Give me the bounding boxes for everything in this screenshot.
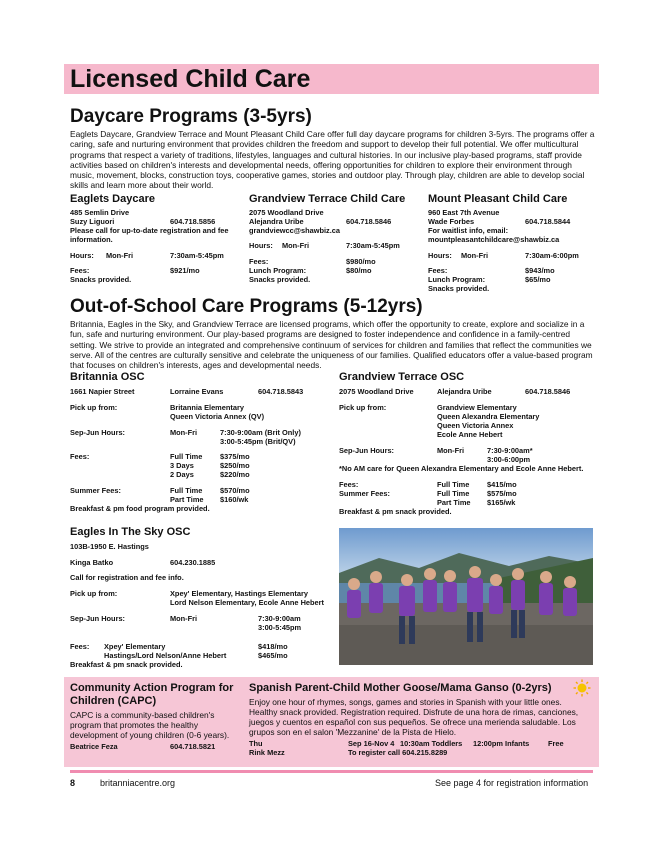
- capc-phone: 604.718.5821: [170, 742, 216, 751]
- grandview-cc-fees-label: Fees:: [249, 257, 269, 266]
- mountpleasant-fees: $943/mo: [525, 266, 555, 275]
- grandview-cc-lunch-label: Lunch Program:: [249, 266, 307, 275]
- grandview-osc-summer-value: $575/mo: [487, 489, 517, 498]
- grandview-osc-pickup2: Queen Alexandra Elementary: [437, 412, 540, 421]
- eaglets-address: 485 Semlin Drive: [70, 208, 130, 217]
- britannia-fee-label: 3 Days: [170, 461, 194, 470]
- eagles-fee2-name: Hastings/Lord Nelson/Anne Hebert: [104, 651, 227, 660]
- grandview-osc-hours1: 7:30-9:00am*: [487, 446, 533, 455]
- footer-rule: [70, 770, 593, 773]
- sun-icon: [573, 679, 591, 697]
- grandview-osc-breakfast: Breakfast & pm snack provided.: [339, 507, 452, 516]
- mountpleasant-phone: 604.718.5844: [525, 217, 571, 226]
- grandview-cc-address: 2075 Woodland Drive: [249, 208, 324, 217]
- eagles-pickup2: Lord Nelson Elementary, Ecole Anne Hebert: [170, 598, 325, 607]
- spanish-dates: Sep 16-Nov 4: [348, 739, 395, 748]
- britannia-hours-label: Sep-Jun Hours:: [70, 428, 126, 437]
- daycare-intro: Eaglets Daycare, Grandview Terrace and Mount Pleasant Child Care offer full day daycare programs for children 3-5yrs. The programs offer a caring, safe and nurturing environment that provides children the freedom and support to develop their full potential. We offer multicultural programs that respect a variety of traditions, lifestyles, languages and cultural histories. In our inclusive play-based programs, staff provide activities based on children's interests and developmental needs, offering opportunities for children to explore their environment through music, movement, blocks, construction toys, cooperative games, stories and outdoor play. Through play, children are able to develop social skills and learn more about their world.: [70, 129, 595, 191]
- spanish-register: To register call 604.215.8289: [348, 748, 448, 757]
- eagles-breakfast: Breakfast & pm snack provided.: [70, 660, 183, 669]
- grandview-osc-pickup3: Queen Victoria Annex: [437, 421, 514, 430]
- eagles-fee2: $465/mo: [258, 651, 288, 660]
- eaglets-phone: 604.718.5856: [170, 217, 216, 226]
- eagles-hours-days: Mon-Fri: [170, 614, 198, 623]
- eagles-fee1: $418/mo: [258, 642, 288, 651]
- eagles-hours1: 7:30-9:00am: [258, 614, 301, 623]
- grandview-osc-contact: Alejandra Uribe: [437, 387, 492, 396]
- page-banner: [64, 64, 599, 94]
- britannia-fees-label: Fees:: [70, 452, 90, 461]
- eagles-call: Call for registration and fee info.: [70, 573, 184, 582]
- grandview-cc-email[interactable]: grandviewcc@shawbiz.ca: [249, 226, 341, 235]
- spanish-text: Enjoy one hour of rhymes, songs, games and stories in Spanish with your little ones. Healthy snack provided. Registration required. Disfrute de una hora de rimas, canciones, juegos y cuentos en español con sus pequeños. Se ofrece una merienda saludable. Los grupos son en el salon 'Mezzanine' de la Pista de Hielo.: [249, 697, 579, 737]
- eagles-hours-label: Sep-Jun Hours:: [70, 614, 126, 623]
- eagles-contact: Kinga Batko: [70, 558, 114, 567]
- spanish-title: Spanish Parent-Child Mother Goose/Mama Ganso (0-2yrs): [249, 682, 552, 694]
- page-title: Licensed Child Care: [70, 65, 311, 93]
- grandview-osc-title: Grandview Terrace OSC: [339, 371, 465, 383]
- mountpleasant-waitlist: For waitlist info, email:: [428, 226, 509, 235]
- spanish-cost: Free: [548, 739, 564, 748]
- britannia-pickup1: Britannia Elementary: [170, 403, 244, 412]
- grandview-cc-hours-time: 7:30am-5:45pm: [346, 241, 400, 250]
- britannia-fee-value: $375/mo: [220, 452, 250, 461]
- grandview-osc-summer-label: Part Time: [437, 498, 471, 507]
- footer-note: See page 4 for registration information: [435, 778, 589, 788]
- grandview-osc-pickup4: Ecole Anne Hebert: [437, 430, 503, 439]
- site-link[interactable]: britanniacentre.org: [100, 778, 176, 788]
- britannia-hours1: 7:30-9:00am (Brit Only): [220, 428, 301, 437]
- britannia-fee-label: 2 Days: [170, 470, 194, 479]
- spanish-time2: 12:00pm Infants: [473, 739, 530, 748]
- britannia-summer-value: $570/mo: [220, 486, 250, 495]
- eaglets-note: Please call for up-to-date registration and fee information.: [70, 226, 229, 245]
- britannia-pickup2: Queen Victoria Annex (QV): [170, 412, 265, 421]
- osc-intro: Britannia, Eagles in the Sky, and Grandview Terrace are licensed programs, which offer the opportunity to create, explore and socialize in a fun, safe and nurturing environment. Our play-based programs are designed to foster independence and confidence in a family-centred setting. We strive to provide an integrated and comprehensive continuum of services for children and families that reflect the communities we serve. All of the centres are culturally sensitive and celebrate the uniqueness of our families. Qualified educators offer a value-based program that focuses on children's interests, ages and developmental needs.: [70, 319, 593, 371]
- grandview-osc-summer-label: Full Time: [437, 489, 470, 498]
- britannia-contact: Lorraine Evans: [170, 387, 224, 396]
- mountpleasant-lunch: $65/mo: [525, 275, 551, 284]
- spanish-day: Thu: [249, 739, 263, 748]
- eaglets-fees-label: Fees:: [70, 266, 90, 275]
- eagles-pickup-label: Pick up from:: [70, 589, 118, 598]
- britannia-summer-label: Summer Fees:: [70, 486, 121, 495]
- mountpleasant-lunch-label: Lunch Program:: [428, 275, 486, 284]
- britannia-pickup-label: Pick up from:: [70, 403, 118, 412]
- grandview-cc-snacks: Snacks provided.: [249, 275, 311, 284]
- britannia-fee-value: $250/mo: [220, 461, 250, 470]
- britannia-breakfast: Breakfast & pm food program provided.: [70, 504, 210, 513]
- britannia-summer-label: Full Time: [170, 486, 203, 495]
- grandview-osc-pickup-label: Pick up from:: [339, 403, 387, 412]
- eagles-fee1-name: Xpey' Elementary: [104, 642, 166, 651]
- britannia-hours2: 3:00-5:45pm (Brit/QV): [220, 437, 296, 446]
- grandview-osc-fee-value: $415/mo: [487, 480, 517, 489]
- grandview-osc-pickup1: Grandview Elementary: [437, 403, 517, 412]
- eagles-fees-label: Fees:: [70, 642, 90, 651]
- grandview-osc-summer-label: Summer Fees:: [339, 489, 390, 498]
- grandview-osc-summer-value: $165/wk: [487, 498, 516, 507]
- eagles-address: 103B-1950 E. Hastings: [70, 542, 149, 551]
- grandview-cc-hours-days: Mon-Fri: [282, 241, 310, 250]
- eaglets-fees: $921/mo: [170, 266, 200, 275]
- osc-title: Out-of-School Care Programs (5-12yrs): [70, 296, 423, 317]
- grandview-cc-phone: 604.718.5846: [346, 217, 392, 226]
- capc-text: CAPC is a community-based children's program that promotes the healthy development of young children (0-6 years).: [70, 710, 230, 740]
- eaglets-hours-time: 7:30am-5:45pm: [170, 251, 224, 260]
- britannia-phone: 604.718.5843: [258, 387, 304, 396]
- britannia-hours-days: Mon-Fri: [170, 428, 198, 437]
- grandview-osc-address: 2075 Woodland Drive: [339, 387, 414, 396]
- grandview-osc-hours2: 3:00-6:00pm: [487, 455, 531, 464]
- grandview-cc-lunch: $80/mo: [346, 266, 372, 275]
- grandview-cc-contact: Alejandra Uribe: [249, 217, 304, 226]
- daycare-title: Daycare Programs (3-5yrs): [70, 106, 312, 127]
- spanish-room: Rink Mezz: [249, 748, 285, 757]
- britannia-osc-title: Britannia OSC: [70, 371, 145, 383]
- mountpleasant-hours-time: 7:30am-6:00pm: [525, 251, 579, 260]
- mountpleasant-hours-label: Hours:: [428, 251, 452, 260]
- mountpleasant-address: 960 East 7th Avenue: [428, 208, 500, 217]
- grandview-osc-note: *No AM care for Queen Alexandra Elementary and Ecole Anne Hebert.: [339, 464, 584, 473]
- grandview-osc-hours-label: Sep-Jun Hours:: [339, 446, 395, 455]
- britannia-summer-value: $160/wk: [220, 495, 249, 504]
- britannia-address: 1661 Napier Street: [70, 387, 135, 396]
- grandview-osc-phone: 604.718.5846: [525, 387, 571, 396]
- eaglets-hours-label: Hours:: [70, 251, 94, 260]
- britannia-summer-label: Part Time: [170, 495, 204, 504]
- eaglets-snacks: Snacks provided.: [70, 275, 132, 284]
- mountpleasant-contact: Wade Forbes: [428, 217, 475, 226]
- eagles-osc-title: Eagles In The Sky OSC: [70, 526, 191, 538]
- capc-title: Community Action Program for Children (CAPC): [70, 682, 234, 707]
- grandview-osc-hours-days: Mon-Fri: [437, 446, 465, 455]
- page-number: 8: [70, 778, 76, 788]
- group-photo: [339, 528, 593, 665]
- mountpleasant-fees-label: Fees:: [428, 266, 448, 275]
- mountpleasant-email[interactable]: mountpleasantchildcare@shawbiz.ca: [428, 235, 560, 244]
- eagles-pickup1: Xpey' Elementary, Hastings Elementary: [170, 589, 308, 598]
- eaglets-contact: Suzy Liguori: [70, 217, 115, 226]
- mountpleasant-title: Mount Pleasant Child Care: [428, 193, 568, 205]
- eaglets-title: Eaglets Daycare: [70, 193, 155, 205]
- mountpleasant-hours-days: Mon-Fri: [461, 251, 489, 260]
- spanish-time1: 10:30am Toddlers: [400, 739, 463, 748]
- britannia-fee-value: $220/mo: [220, 470, 250, 479]
- grandview-cc-title: Grandview Terrace Child Care: [249, 193, 406, 205]
- eaglets-hours-days: Mon-Fri: [106, 251, 134, 260]
- grandview-osc-fee-label: Full Time: [437, 480, 470, 489]
- capc-contact: Beatrice Feza: [70, 742, 118, 751]
- britannia-fee-label: Full Time: [170, 452, 203, 461]
- eagles-phone: 604.230.1885: [170, 558, 216, 567]
- grandview-cc-fees: $980/mo: [346, 257, 376, 266]
- grandview-osc-fees-label: Fees:: [339, 480, 359, 489]
- grandview-cc-hours-label: Hours:: [249, 241, 273, 250]
- eagles-hours2: 3:00-5:45pm: [258, 623, 302, 632]
- mountpleasant-snacks: Snacks provided.: [428, 284, 490, 293]
